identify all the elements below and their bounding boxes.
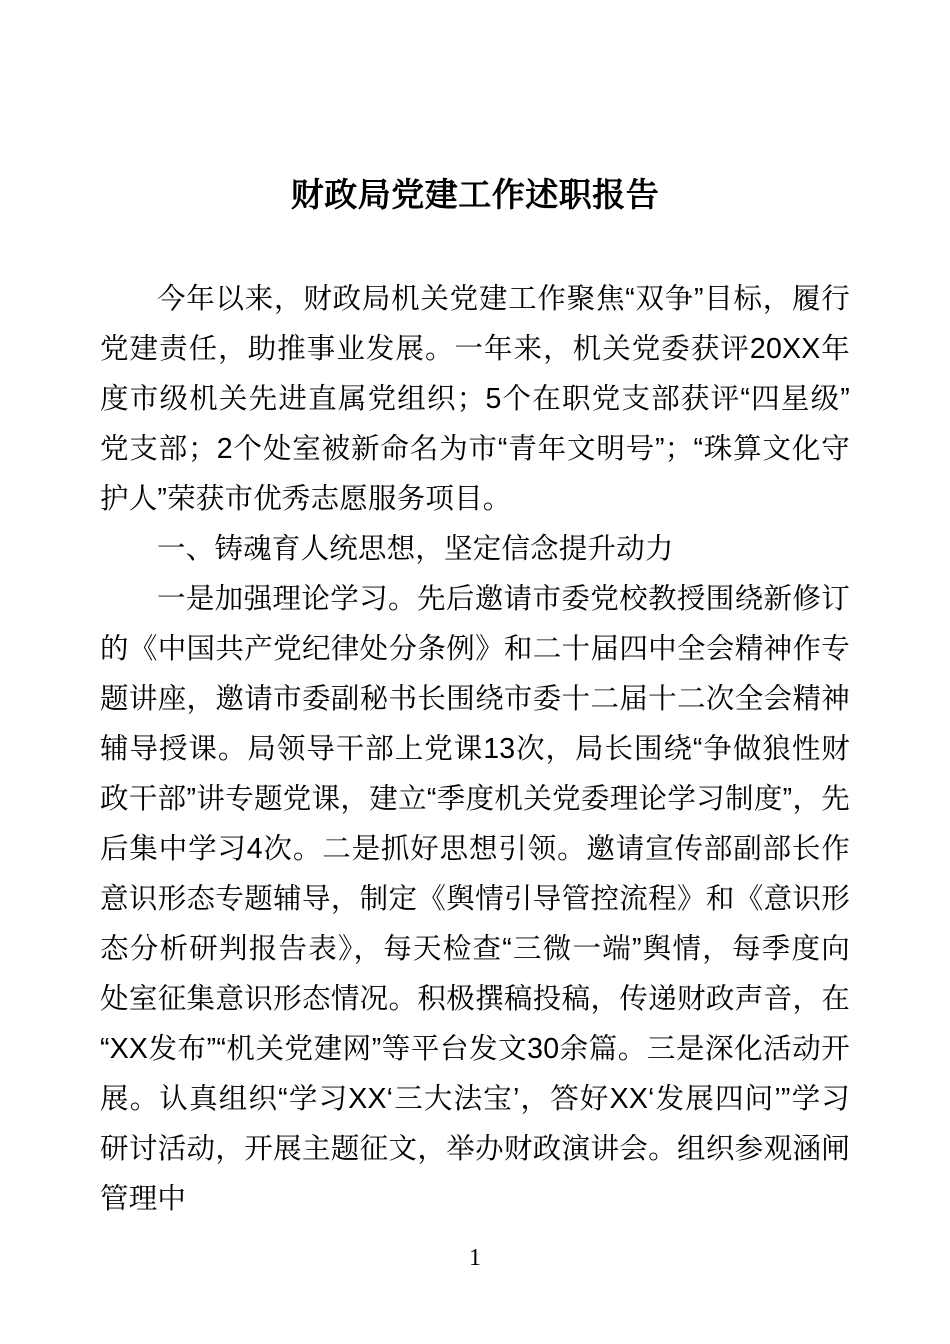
page-title: 财政局党建工作述职报告 (290, 176, 660, 213)
document-body (100, 168, 850, 1224)
paragraph-section-one-body: 一是加强理论学习。先后邀请市委党校教授围绕新修订的《中国共产党纪律处分条例》和二十届四中全会精神作专题讲座，邀请市委副秘书长围绕市委十二届十二次全会精神辅导授课。局领导干部上党课13次，局长围绕“争做狼性财政干部”讲专题党课，建立“季度机关党委理论学习制度”，先后集中学习4次。二是抓好思想引领。邀请宣传部副部长作意识形态专题辅导，制定《舆情引导管控流程》和《意识形态分析研判报告表》，每天检查“三微一端”舆情，每季度向处室征集意识形态情况。积极撰稿投稿，传递财政声音，在“XX发布”“机关党建网”等平台发文30余篇。三是深化活动开展。认真组织“学习XX‘三大法宝’，答好XX‘发展四问’”学习研讨活动，开展主题征文，举办财政演讲会。组织参观涵闸管理中 (100, 583, 850, 1215)
section-heading-one: 一、铸魂育人统思想，坚定信念提升动力 (157, 533, 674, 565)
paragraph-opening: 今年以来，财政局机关党建工作聚焦“双争”目标，履行党建责任，助推事业发展。一年来，机关党委获评20XX年度市级机关先进直属党组织；5个在职党支部获评“四星级”党支部；2个处室被新命名为市“青年文明号”；“珠算文化守护人”荣获市优秀志愿服务项目。 (100, 283, 850, 515)
page-number: 1 (469, 1245, 481, 1271)
